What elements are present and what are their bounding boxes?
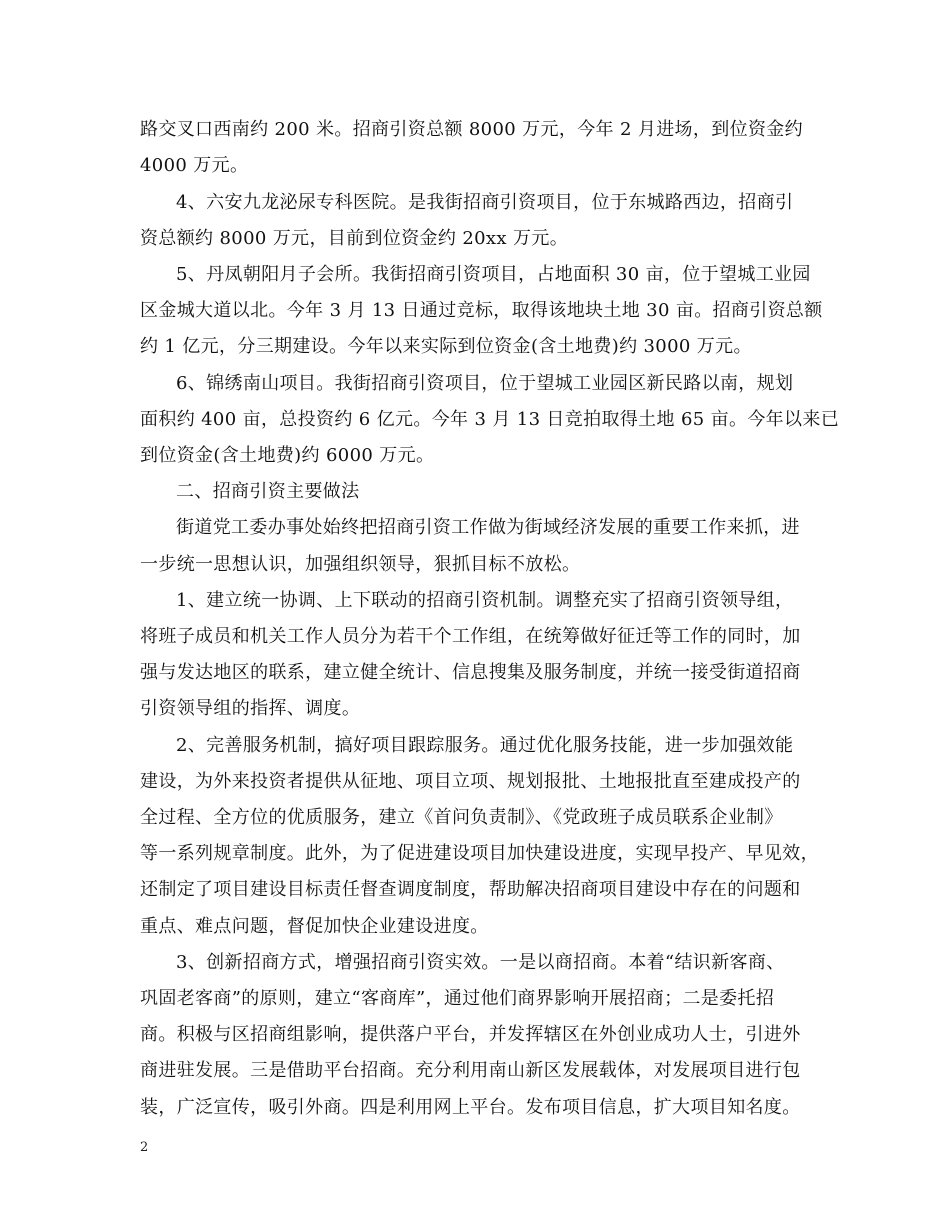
text-line: 约 1 亿元，分三期建设。今年以来实际到位资金(含土地费)约 3000 万元。 — [140, 336, 752, 357]
text-line: 巩固老客商”的原则，建立“客商库”，通过他们商界影响开展招商；二是委托招 — [140, 988, 775, 1009]
text-line: 3、创新招商方式，增强招商引资实效。一是以商招商。本着“结识新客商、 — [176, 952, 785, 973]
text-line: 引资领导组的指挥、调度。 — [140, 698, 361, 719]
text-line: 建设，为外来投资者提供从征地、项目立项、规划报批、土地报批直至建成投产的 — [140, 771, 801, 792]
text-line: 到位资金(含土地费)约 6000 万元。 — [140, 445, 435, 466]
text-line: 强与发达地区的联系，建立健全统计、信息搜集及服务制度，并统一接受街道招商 — [140, 662, 801, 683]
text-line: 等一系列规章制度。此外，为了促进建设项目加快建设进度，实现早投产、早见效， — [140, 843, 819, 864]
text-line: 资总额约 8000 万元，目前到位资金约 20xx 万元。 — [140, 228, 569, 249]
text-line: 装，广泛宣传，吸引外商。四是利用网上平台。发布项目信息，扩大项目知名度。 — [140, 1097, 801, 1118]
text-line: 商。积极与区招商组影响，提供落户平台，并发挥辖区在外创业成功人士，引进外 — [140, 1024, 801, 1045]
text-line: 4、六安九龙泌尿专科医院。是我街招商引资项目，位于东城路西边，招商引 — [176, 192, 794, 213]
text-line: 区金城大道以北。今年 3 月 13 日通过竞标，取得该地块土地 30 亩。招商引资总额 — [140, 300, 823, 321]
text-line: 还制定了项目建设目标责任督查调度制度，帮助解决招商项目建设中存在的问题和 — [140, 879, 801, 900]
text-line: 全过程、全方位的优质服务，建立《首问负责制》、《党政班子成员联系企业制》 — [140, 807, 783, 828]
text-line: 街道党工委办事处始终把招商引资工作做为街域经济发展的重要工作来抓，进 — [176, 517, 800, 538]
section-heading: 二、招商引资主要做法 — [176, 481, 360, 502]
text-line: 1、建立统一协调、上下联动的招商引资机制。调整充实了招商引资领导组， — [176, 590, 794, 611]
text-line: 4000 万元。 — [140, 155, 249, 176]
text-line: 将班子成员和机关工作人员分为若干个工作组，在统筹做好征迁等工作的同时，加 — [140, 626, 801, 647]
text-line: 6、锦绣南山项目。我街招商引资项目，位于望城工业园区新民路以南，规划 — [176, 373, 794, 394]
text-line: 5、丹凤朝阳月子会所。我街招商引资项目，占地面积 30 亩，位于望城工业园 — [176, 264, 811, 285]
text-line: 2、完善服务机制，搞好项目跟踪服务。通过优化服务技能，进一步加强效能 — [176, 735, 794, 756]
page-number: 2 — [140, 1140, 149, 1155]
text-line: 路交叉口西南约 200 米。招商引资总额 8000 万元，今年 2 月进场，到位资金约 — [140, 119, 803, 140]
text-line: 一步统一思想认识，加强组织领导，狠抓目标不放松。 — [140, 554, 581, 575]
text-line: 重点、难点问题，督促加快企业建设进度。 — [140, 916, 489, 937]
text-line: 商进驻发展。三是借助平台招商。充分利用南山新区发展载体，对发展项目进行包 — [140, 1060, 801, 1081]
text-line: 面积约 400 亩，总投资约 6 亿元。今年 3 月 13 日竞拍取得土地 65 亩。今年以来已 — [140, 409, 840, 430]
